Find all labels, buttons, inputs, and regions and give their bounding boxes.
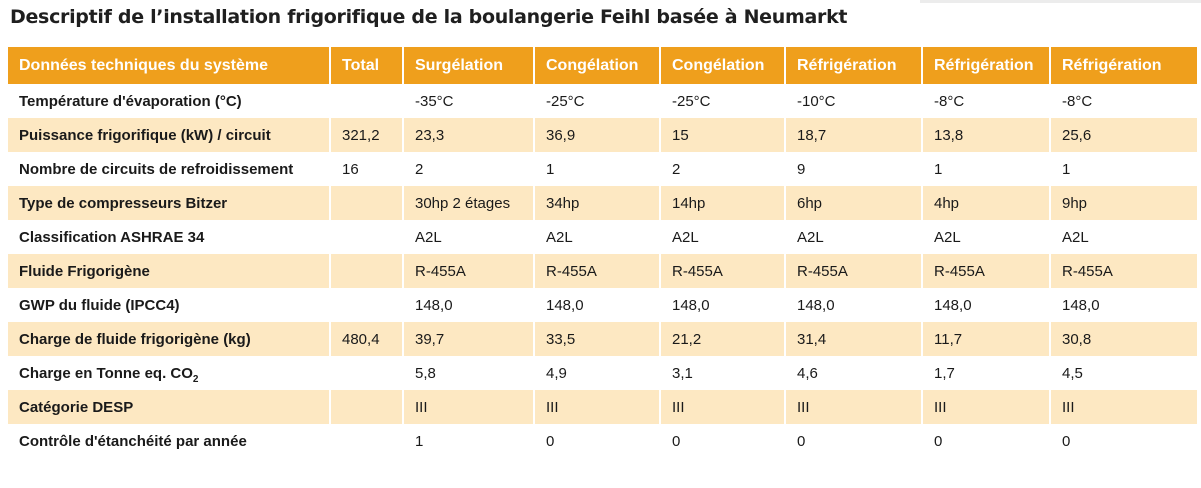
table-cell: R-455A: [403, 254, 534, 288]
table-cell: 148,0: [660, 288, 785, 322]
table-cell: III: [1050, 390, 1197, 424]
table-cell: 23,3: [403, 118, 534, 152]
table-cell: 148,0: [1050, 288, 1197, 322]
table-cell: 5,8: [403, 356, 534, 390]
table-cell: 6hp: [785, 186, 922, 220]
table-header-row: [8, 47, 1197, 84]
table-cell: [330, 356, 403, 390]
table-cell: 0: [660, 424, 785, 458]
table-cell: 2: [403, 152, 534, 186]
row-label-text: Catégorie DESP: [19, 398, 134, 416]
table-cell: 14hp: [660, 186, 785, 220]
table-cell: -10°C: [785, 84, 922, 118]
table-cell: 15: [660, 118, 785, 152]
table-cell: R-455A: [1050, 254, 1197, 288]
table-cell: [330, 424, 403, 458]
table-cell: 30,8: [1050, 322, 1197, 356]
table-cell: 1: [534, 152, 660, 186]
table-cell: R-455A: [785, 254, 922, 288]
table-row: [8, 322, 1197, 356]
column-header: Réfrigération: [1050, 47, 1197, 84]
table-cell: 3,1: [660, 356, 785, 390]
table-cell: R-455A: [534, 254, 660, 288]
table-cell: A2L: [660, 220, 785, 254]
row-label-text: Température d'évaporation (°C): [19, 92, 242, 110]
table-cell: 9: [785, 152, 922, 186]
table-cell: 16: [330, 152, 403, 186]
row-label: [8, 288, 330, 322]
row-label-text: Puissance frigorifique (kW) / circuit: [19, 126, 271, 144]
table-row: [8, 356, 1197, 390]
table-cell: 2: [660, 152, 785, 186]
row-label: [8, 322, 330, 356]
table-cell: 148,0: [403, 288, 534, 322]
row-label: [8, 118, 330, 152]
table-cell: III: [660, 390, 785, 424]
table-cell: 36,9: [534, 118, 660, 152]
table-row: [8, 254, 1197, 288]
row-label-text: Fluide Frigorigène: [19, 262, 150, 280]
table-cell: [330, 220, 403, 254]
row-label: [8, 84, 330, 118]
column-header: Réfrigération: [785, 47, 922, 84]
table-cell: 148,0: [785, 288, 922, 322]
table-cell: 39,7: [403, 322, 534, 356]
table-cell: [330, 288, 403, 322]
table-cell: 4,9: [534, 356, 660, 390]
table-cell: 0: [785, 424, 922, 458]
table-cell: III: [534, 390, 660, 424]
table-cell: 11,7: [922, 322, 1050, 356]
table-row: [8, 390, 1197, 424]
table-cell: -35°C: [403, 84, 534, 118]
table-row: [8, 118, 1197, 152]
column-header: Total: [330, 47, 403, 84]
table-cell: 1: [403, 424, 534, 458]
table-cell: 13,8: [922, 118, 1050, 152]
row-label: [8, 390, 330, 424]
table-cell: 0: [534, 424, 660, 458]
column-header: Données techniques du système: [8, 47, 330, 84]
table-cell: [330, 254, 403, 288]
table-cell: 18,7: [785, 118, 922, 152]
row-label: [8, 220, 330, 254]
row-label-text: Contrôle d'étanchéité par année: [19, 432, 247, 450]
table-cell: 21,2: [660, 322, 785, 356]
table-cell: A2L: [403, 220, 534, 254]
row-label-text: Type de compresseurs Bitzer: [19, 194, 228, 212]
table-cell: A2L: [534, 220, 660, 254]
table-row: [8, 220, 1197, 254]
table-row: [8, 288, 1197, 322]
table-cell: [330, 186, 403, 220]
table-cell: [330, 84, 403, 118]
table-cell: -25°C: [534, 84, 660, 118]
row-label: [8, 152, 330, 186]
table-cell: 31,4: [785, 322, 922, 356]
page-title: Descriptif de l’installation frigorifique de la boulangerie Feihl basée à Neumarkt: [10, 6, 848, 28]
row-label-subscript: 2: [192, 373, 199, 385]
table-cell: 0: [1050, 424, 1197, 458]
row-label: [8, 254, 330, 288]
row-label-text: Charge de fluide frigorigène (kg): [19, 330, 251, 348]
row-label: [8, 424, 330, 458]
row-label: [8, 356, 330, 390]
table-cell: 1: [1050, 152, 1197, 186]
table-cell: R-455A: [922, 254, 1050, 288]
table-cell: -25°C: [660, 84, 785, 118]
table-cell: 4,6: [785, 356, 922, 390]
row-label-text: GWP du fluide (IPCC4): [19, 296, 180, 314]
table-cell: III: [785, 390, 922, 424]
table-cell: [330, 390, 403, 424]
table-cell: 30hp 2 étages: [403, 186, 534, 220]
table-cell: 148,0: [534, 288, 660, 322]
table-cell: 9hp: [1050, 186, 1197, 220]
table-cell: A2L: [785, 220, 922, 254]
table-cell: A2L: [1050, 220, 1197, 254]
table-cell: R-455A: [660, 254, 785, 288]
column-header: Surgélation: [403, 47, 534, 84]
table-cell: 1,7: [922, 356, 1050, 390]
row-label-text: Classification ASHRAE 34: [19, 228, 205, 246]
table-cell: 321,2: [330, 118, 403, 152]
row-label-text: Charge en Tonne eq. CO: [19, 364, 193, 382]
table-row: [8, 84, 1197, 118]
table-cell: 4,5: [1050, 356, 1197, 390]
table-cell: 4hp: [922, 186, 1050, 220]
row-label-text: Nombre de circuits de refroidissement: [19, 160, 294, 178]
spec-table: [8, 47, 1197, 458]
table-cell: -8°C: [922, 84, 1050, 118]
table-cell: III: [403, 390, 534, 424]
table-cell: 1: [922, 152, 1050, 186]
table-cell: 33,5: [534, 322, 660, 356]
row-label: [8, 186, 330, 220]
table-cell: 34hp: [534, 186, 660, 220]
table-cell: 0: [922, 424, 1050, 458]
table-row: [8, 424, 1197, 458]
table-row: [8, 186, 1197, 220]
table-cell: 480,4: [330, 322, 403, 356]
top-decorative-rule: [920, 0, 1201, 3]
column-header: Congélation: [534, 47, 660, 84]
table-cell: A2L: [922, 220, 1050, 254]
column-header: Réfrigération: [922, 47, 1050, 84]
table-cell: III: [922, 390, 1050, 424]
table-row: [8, 152, 1197, 186]
column-header: Congélation: [660, 47, 785, 84]
table-body: [8, 84, 1197, 458]
table-cell: -8°C: [1050, 84, 1197, 118]
table-cell: 148,0: [922, 288, 1050, 322]
table-cell: 25,6: [1050, 118, 1197, 152]
